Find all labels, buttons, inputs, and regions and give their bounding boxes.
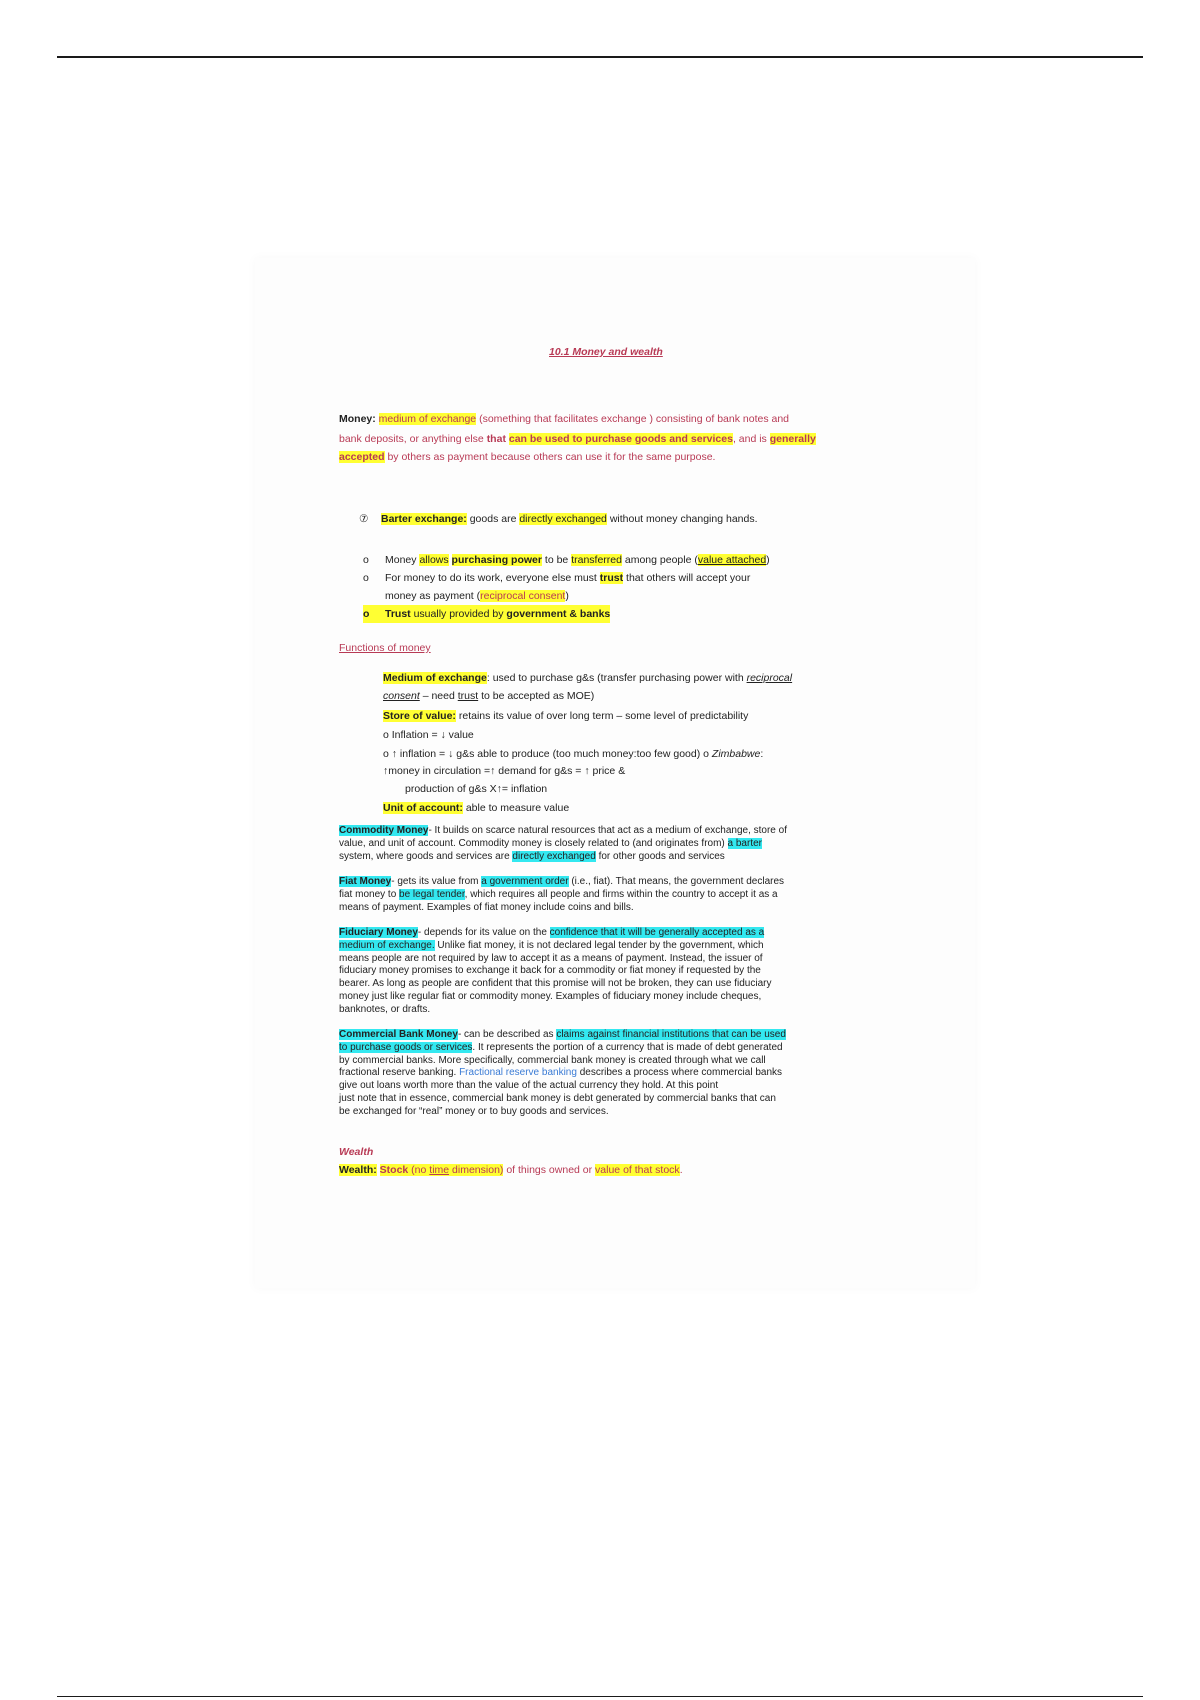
barter-exchange-item: ⑦ Barter exchange: goods are directly exchanged without money changing hands. xyxy=(359,510,758,528)
functions-heading: Functions of money xyxy=(339,642,431,654)
money-definition-line-3: accepted by others as payment because others can use it for the same purpose. xyxy=(339,451,716,463)
inflation-line-3: ↑money in circulation =↑ demand for g&s = ↑ price & xyxy=(383,765,626,777)
header-rule xyxy=(57,56,1143,58)
list-item: o Money allows purchasing power to be transferred among people (value attached) xyxy=(363,551,770,569)
function-store-of-value: Store of value: retains its value of over long term – some level of predictability xyxy=(383,710,749,722)
inflation-line-1: o Inflation = ↓ value xyxy=(383,729,474,741)
function-medium-of-exchange-cont: consent – need trust to be accepted as MOE) xyxy=(383,690,595,702)
inflation-line-4: production of g&s X↑= inflation xyxy=(405,783,548,795)
bullet-marker: o xyxy=(363,554,369,566)
money-term: Money: xyxy=(339,413,376,425)
document-title: 10.1 Money and wealth xyxy=(549,346,663,358)
wealth-heading: Wealth xyxy=(339,1146,374,1158)
fiduciary-money-paragraph: Fiduciary Money- depends for its value on the confidence that it will be generally accepted as a medium of exchange. Unlike fiat money, it is not declared legal tender by the government, which means people are not required by law to accept it as a means of payment. Instead, the issuer of fiduciary money promises to exchange it back for a commodity or fiat money if requested by the bearer. As long as people are confident that this promise will not be broken, they can use fiduciary money just like regular fiat or commodity money. Examples of fiduciary money include cheques, banknotes, or drafts. xyxy=(339,927,772,1015)
money-definition-line-2: bank deposits, or anything else that can be used to purchase goods and services, and is generally xyxy=(339,433,816,445)
fractional-reserve-link[interactable]: Fractional reserve banking xyxy=(459,1067,577,1079)
commodity-money-paragraph: Commodity Money- It builds on scarce natural resources that act as a medium of exchange, store of value, and unit of account. Commodity money is closely related to (and originates from) a barter system, where goods and services are directly exchanged for other goods and services xyxy=(339,825,787,862)
function-unit-of-account: Unit of account: able to measure value xyxy=(383,802,570,814)
money-definition-line-1: Money: medium of exchange (something that facilitates exchange ) consisting of bank notes and xyxy=(339,413,790,425)
bullet-marker: o xyxy=(363,608,370,620)
footer-rule xyxy=(57,1696,1143,1697)
function-medium-of-exchange: Medium of exchange: used to purchase g&s (transfer purchasing power with reciprocal xyxy=(383,672,793,684)
fiat-money-paragraph: Fiat Money- gets its value from a government order (i.e., fiat). That means, the government declares fiat money to be legal tender, which requires all people and firms within the country to accept it as a means of payment. Examples of fiat money include coins and bills. xyxy=(339,876,785,913)
inflation-line-2: o ↑ inflation = ↓ g&s able to produce (too much money:too few good) o Zimbabwe: xyxy=(383,748,764,760)
bullet-marker: ⑦ xyxy=(359,513,369,525)
list-item: o For money to do its work, everyone else must trust that others will accept your money as payment (reciprocal consent) xyxy=(363,569,750,605)
commercial-bank-money-paragraph: Commercial Bank Money- can be described as claims against financial institutions that can be used to purchase goods or services. It represents the portion of a currency that is made of debt generated by commercial banks. More specifically, commercial bank money is created through what we call fractional reserve banking. Fractional reserve banking describes a process where commercial banks give out loans worth more than the value of the actual currency they hold. At this point just note that in essence, commercial bank money is debt generated by commercial banks that can be exchanged for “real” money or to buy goods and services. xyxy=(339,1029,786,1117)
wealth-definition: Wealth: Stock (no time dimension) of things owned or value of that stock. xyxy=(339,1164,683,1176)
bullet-marker: o xyxy=(363,572,369,584)
list-item: o Trust usually provided by government & banks xyxy=(363,605,610,623)
